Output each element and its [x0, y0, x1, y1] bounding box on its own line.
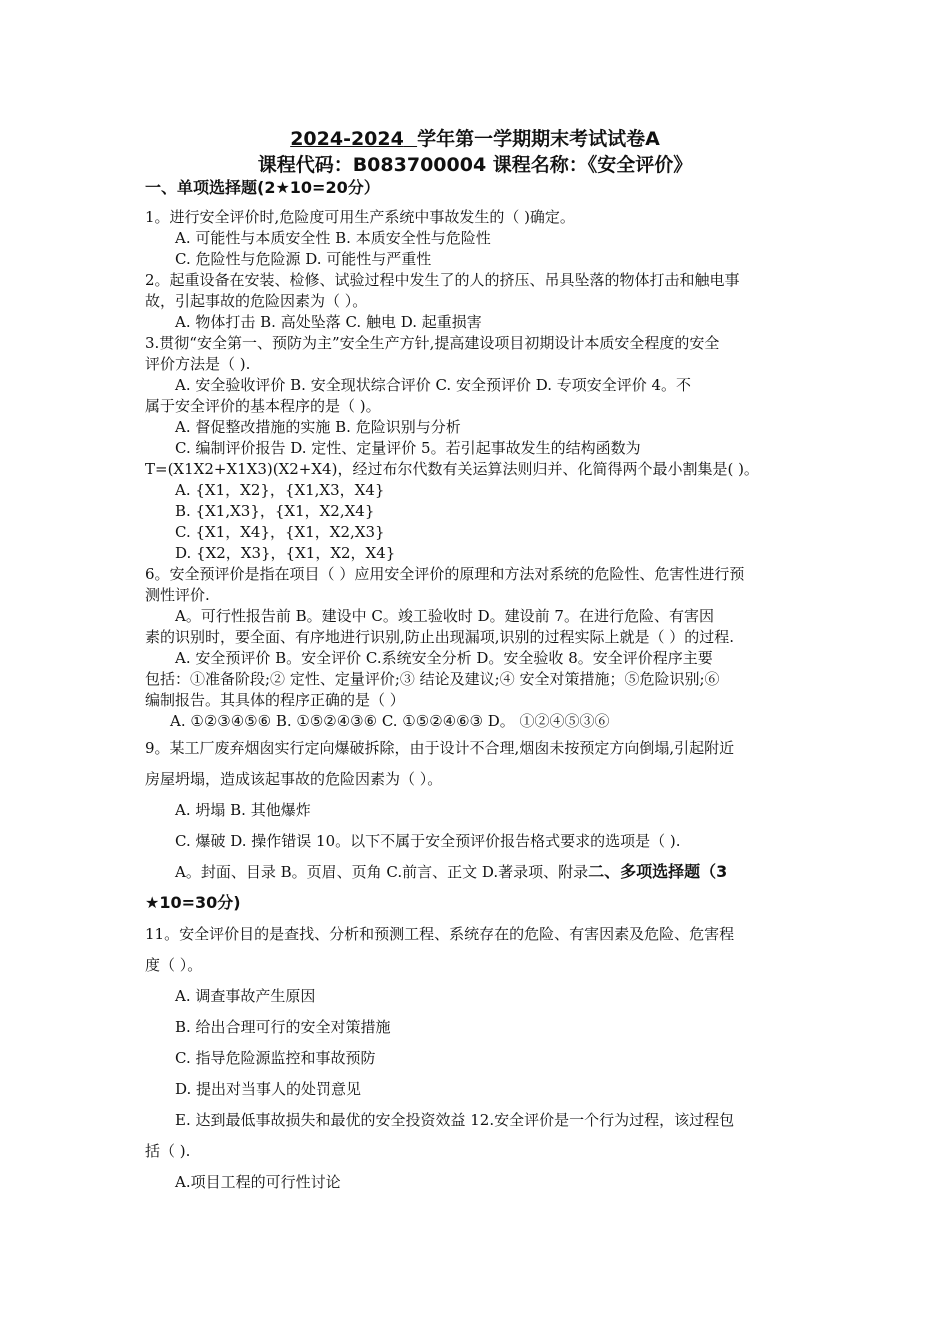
q8-stem: 包括：①准备阶段;② 定性、定量评价;③ 结论及建议;④ 安全对策措施；⑤危险识别;⑥ [145, 670, 720, 688]
q8-options: A. ①②③④⑤⑥ B. ①⑤②④③⑥ C. ①⑤②④⑥③ D。 ①②④⑤③⑥ [170, 712, 610, 730]
q5-option-c: C. {X1，X4}，{X1，X2,X3} [175, 523, 385, 541]
q1-options-ab: A. 可能性与本质安全性 B. 本质安全性与危险性 [175, 229, 491, 247]
q2-options: A. 物体打击 B. 高处坠落 C. 触电 D. 起重损害 [175, 313, 482, 331]
q1-stem: 1。进行安全评价时,危险度可用生产系统中事故发生的（ )确定。 [145, 208, 575, 226]
q6-options: A。可行性报告前 B。建设中 C。竣工验收时 D。建设前 7。在进行危险、有害因 [175, 607, 714, 625]
q11-option-c: C. 指导危险源监控和事故预防 [175, 1049, 376, 1067]
q11-option-d: D. 提出对当事人的处罚意见 [175, 1080, 362, 1098]
q11-option-e: E. 达到最低事故损失和最优的安全投资效益 12.安全评价是一个行为过程，该过程包 [175, 1111, 735, 1129]
q4-options-cd: C. 编制评价报告 D. 定性、定量评价 5。若引起事故发生的结构函数为 [175, 439, 641, 457]
q5-option-d: D. {X2，X3}，{X1，X2，X4} [175, 544, 396, 562]
q4-options-ab: A. 督促整改措施的实施 B. 危险识别与分析 [175, 418, 461, 436]
q9-stem: 9。某工厂废弃烟囱实行定向爆破拆除，由于设计不合理,烟囱未按预定方向倒塌,引起附近 [145, 739, 735, 757]
q7-options: A. 安全预评价 B。安全评价 C.系统安全分析 D。安全验收 8。安全评价程序主要 [175, 649, 713, 667]
q2-stem: 2。起重设备在安装、检修、试验过程中发生了的人的挤压、吊具坠落的物体打击和触电事 [145, 271, 740, 289]
q6-stem: 6。安全预评价是指在项目（ ）应用安全评价的原理和方法对系统的危险性、危害性进行预 [145, 565, 745, 583]
q10-options-line [175, 862, 727, 882]
q9-options-cd: C. 爆破 D. 操作错误 10。以下不属于安全预评价报告格式要求的选项是（ ). [175, 832, 681, 850]
q5-option-b: B. {X1,X3}，{X1，X2,X4} [175, 502, 375, 520]
q10-options: A。封面、目录 B。页眉、页角 C.前言、正文 D.著录项、附录 [175, 863, 589, 881]
q9-stem-cont: 房屋坍塌，造成该起事故的危险因素为（ ）。 [145, 770, 443, 788]
section2-heading: 二、多项选择题（3 [588, 862, 728, 881]
course-info: 课程代码：B083700004 课程名称：《安全评价》 [257, 154, 693, 176]
q5-option-a: A. {X1，X2}，{X1,X3，X4} [175, 481, 385, 499]
q2-stem-cont: 故，引起事故的危险因素为（ ）。 [145, 292, 368, 310]
q9-options-ab: A. 坍塌 B. 其他爆炸 [175, 801, 311, 819]
q11-stem: 11。安全评价目的是查找、分析和预测工程、系统存在的危险、有害因素及危险、危害程 [145, 925, 735, 943]
exam-title [0, 124, 950, 151]
q7-stem-cont: 素的识别时，要全面、有序地进行识别,防止出现漏项,识别的过程实际上就是（ ）的过程. [145, 628, 735, 646]
exam-title-text: 学年第一学期期末考试试卷A [417, 128, 660, 150]
q11-stem-cont: 度（ ）。 [145, 956, 203, 974]
section1-heading: 一、单项选择题(2★10=20分） [145, 178, 380, 197]
q3-options: A. 安全验收评价 B. 安全现状综合评价 C. 安全预评价 D. 专项安全评价 4。不 [175, 376, 692, 394]
q1-options-cd: C. 危险性与危险源 D. 可能性与严重性 [175, 250, 432, 268]
q8-stem-cont: 编制报告。其具体的程序正确的是（ ） [145, 691, 405, 709]
q5-stem: T=(X1X2+X1X3)(X2+X4)，经过布尔代数有关运算法则归并、化简得两个最小割集是( )。 [145, 460, 759, 478]
q12-stem-cont: 括（ ). [145, 1142, 191, 1160]
q4-stem: 属于安全评价的基本程序的是（ )。 [145, 397, 381, 415]
q3-stem-cont: 评价方法是（ ). [145, 355, 251, 373]
q6-stem-cont: 测性评价. [145, 586, 210, 604]
school-year: 2024-2024 [290, 128, 404, 150]
q11-option-a: A. 调查事故产生原因 [175, 987, 316, 1005]
q3-stem: 3.贯彻“安全第一、预防为主”安全生产方针,提高建设项目初期设计本质安全程度的安全 [145, 334, 720, 352]
q12-option-a: A.项目工程的可行性讨论 [175, 1173, 341, 1191]
section2-heading-cont: ★10=30分) [145, 893, 241, 912]
q11-option-b: B. 给出合理可行的安全对策措施 [175, 1018, 391, 1036]
